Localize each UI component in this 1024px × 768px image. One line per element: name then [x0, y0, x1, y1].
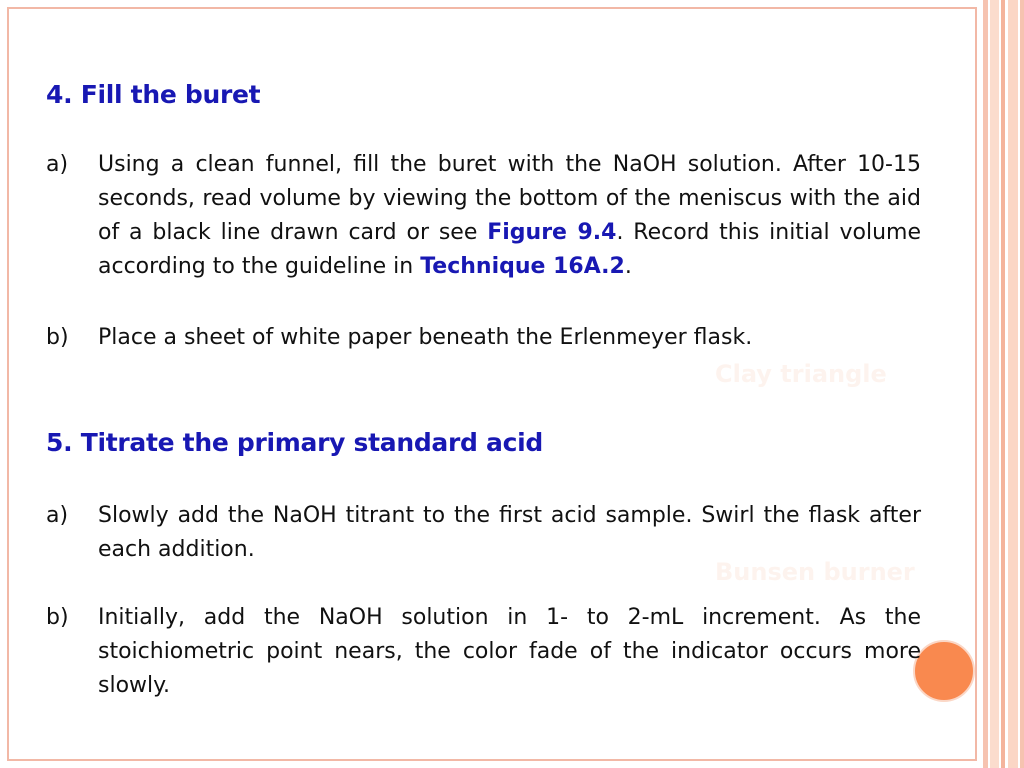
- figure-reference: Figure 9.4: [487, 220, 617, 245]
- decorative-stripe: [990, 0, 999, 768]
- faint-label-bunsen-burner: Bunsen burner: [715, 558, 915, 586]
- list-marker: b): [46, 605, 69, 630]
- decorative-stripe: [1001, 0, 1005, 768]
- step-text: Initially, add the NaOH solution in 1- to 2-mL increment. As the stoichiometric point nears, the color fade of the indicator occurs more slowly.: [98, 605, 921, 698]
- step-text: Place a sheet of white paper beneath the Erlenmeyer flask.: [98, 325, 753, 350]
- decorative-stripe: [1020, 0, 1024, 768]
- step-5a: [46, 499, 921, 567]
- list-marker: b): [46, 325, 69, 350]
- list-marker: a): [46, 152, 69, 177]
- decorative-circle: [913, 640, 975, 702]
- step-text-part: . Record this initial volume according to the guideline in: [98, 220, 921, 279]
- step-text-part: Using a clean funnel, fill the buret with the NaOH solution. After 10-15 seconds, read volume by viewing the bottom of the meniscus with the aid of a black line drawn card or see: [98, 152, 921, 245]
- step-5b: [46, 601, 921, 703]
- technique-reference: Technique 16A.2: [420, 254, 625, 279]
- faint-label-clay-triangle: Clay triangle: [715, 360, 887, 388]
- step-text: [98, 148, 921, 284]
- decorative-stripe: [983, 0, 988, 768]
- step-text: Slowly add the NaOH titrant to the first acid sample. Swirl the flask after each addition.: [98, 503, 921, 562]
- section-4-heading: 4. Fill the buret: [46, 80, 261, 109]
- step-4b: [46, 321, 921, 355]
- decorative-stripe: [1008, 0, 1018, 768]
- step-4a: [46, 148, 921, 284]
- step-text-part: .: [624, 254, 632, 279]
- list-marker: a): [46, 503, 69, 528]
- section-5-heading: 5. Titrate the primary standard acid: [46, 428, 543, 457]
